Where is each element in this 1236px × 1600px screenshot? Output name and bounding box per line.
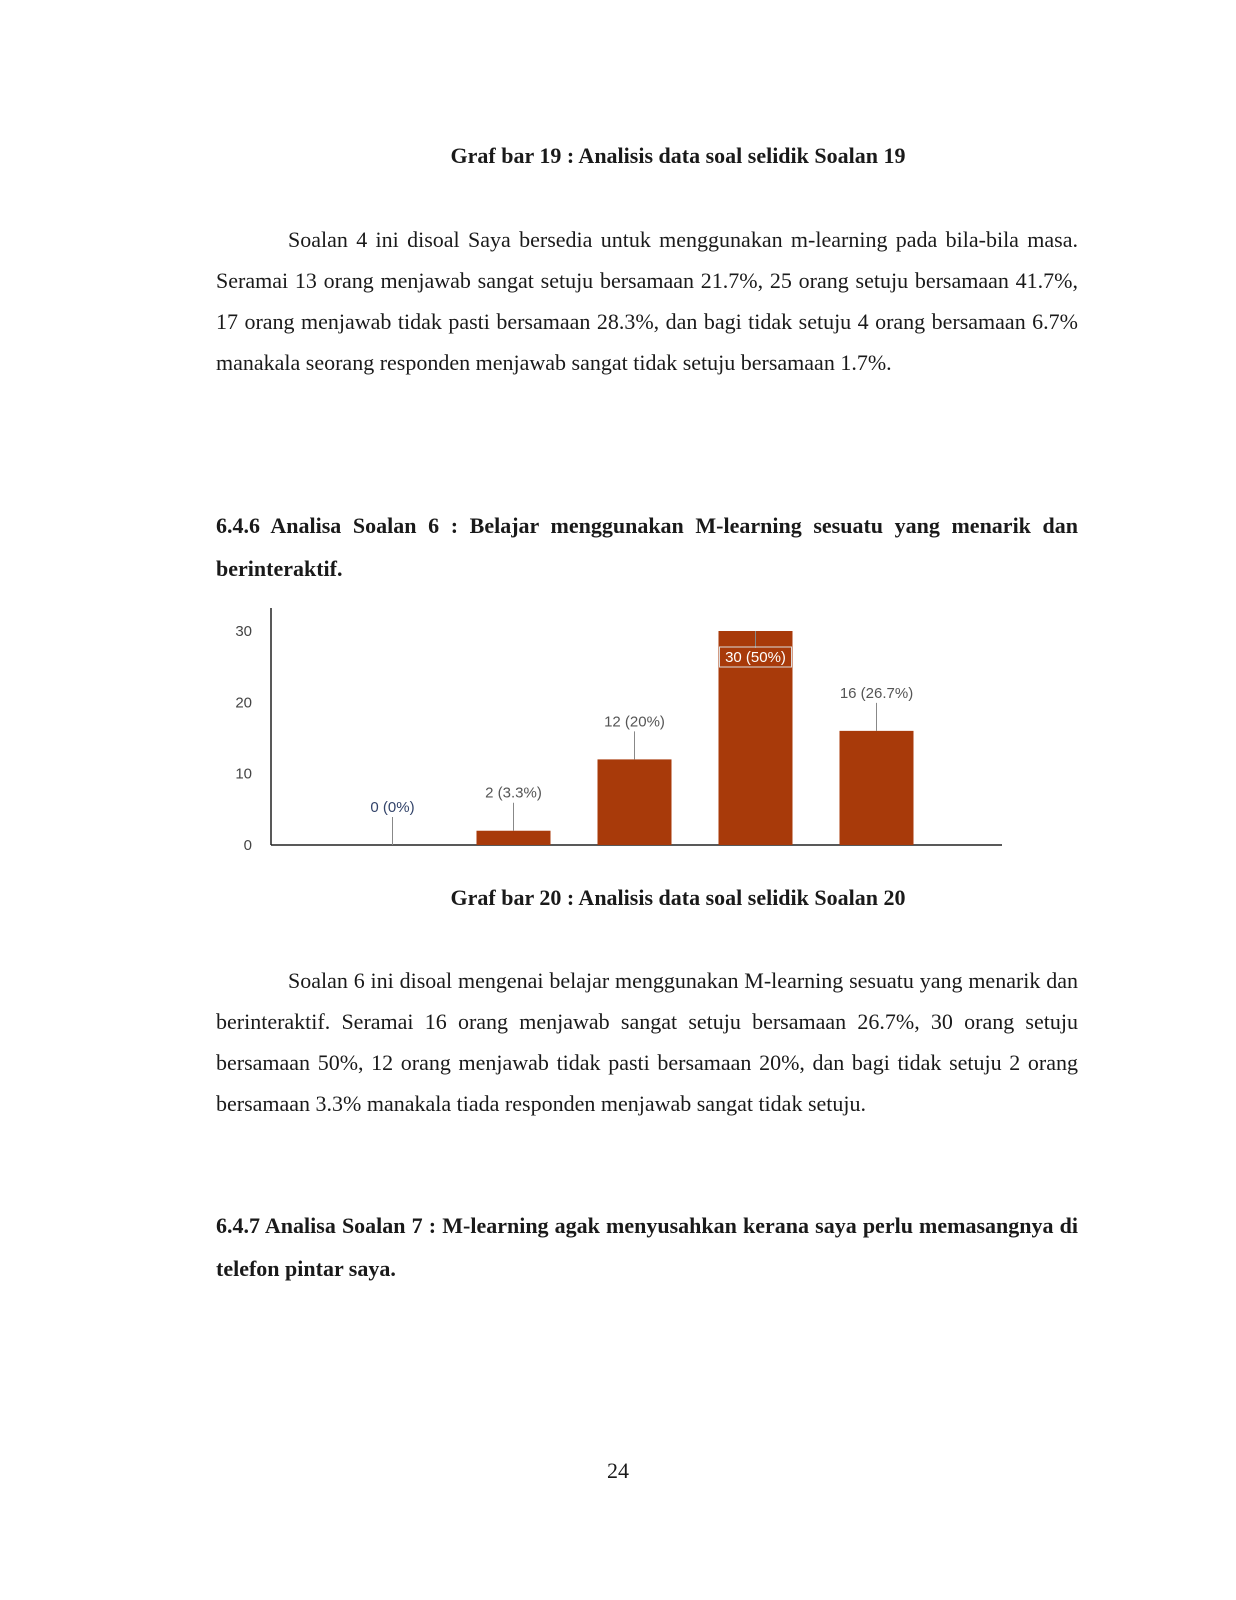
chart-svg xyxy=(216,606,1016,861)
data-label: 2 (3.3%) xyxy=(485,784,542,802)
data-label: 16 (26.7%) xyxy=(839,684,914,702)
paragraph-soalan-4: Soalan 4 ini disoal Saya bersedia untuk menggunakan m-learning pada bila-bila masa. Seramai 13 orang menjawab sangat setuju bersamaan 21.7%, 25 orang setuju bersamaan 41.7%, 17 orang menjawab tidak pasti bersamaan 28.3%, dan bagi tidak setuju 4 orang bersamaan 6.7% manakala seorang responden menjawab sangat tidak setuju bersamaan 1.7%. xyxy=(216,227,1078,375)
figure-caption-19: Graf bar 19 : Analisis data soal selidik Soalan 19 xyxy=(450,143,906,168)
section-heading-6-4-6: 6.4.6 Analisa Soalan 6 : Belajar menggunakan M-learning sesuatu yang menarik dan berinteraktif. xyxy=(216,513,1078,581)
data-label: 12 (20%) xyxy=(604,713,665,731)
data-label: 30 (50%) xyxy=(725,649,786,666)
bar xyxy=(840,731,914,845)
page-number: 24 xyxy=(607,1458,629,1483)
section-heading-6-4-7: 6.4.7 Analisa Soalan 7 : M-learning agak menyusahkan kerana saya perlu memasangnya di telefon pintar saya. xyxy=(216,1213,1078,1281)
paragraph-soalan-6: Soalan 6 ini disoal mengenai belajar menggunakan M-learning sesuatu yang menarik dan berinteraktif. Seramai 16 orang menjawab sangat setuju bersamaan 26.7%, 30 orang setuju bersamaan 50%, 12 orang menjawab tidak pasti bersamaan 20%, dan bagi tidak setuju 2 orang bersamaan 3.3% manakala tiada responden menjawab sangat tidak setuju. xyxy=(216,968,1078,1116)
bar xyxy=(477,831,551,845)
figure-caption-20: Graf bar 20 : Analisis data soal selidik Soalan 20 xyxy=(450,885,906,910)
y-tick-label: 20 xyxy=(235,694,252,712)
y-tick-label: 0 xyxy=(243,837,252,854)
bar-chart-soalan-6 xyxy=(216,606,1016,861)
data-label: 0 (0%) xyxy=(370,799,415,816)
y-tick-label: 10 xyxy=(235,765,252,783)
bar xyxy=(598,759,672,845)
y-tick-label: 30 xyxy=(235,623,252,640)
